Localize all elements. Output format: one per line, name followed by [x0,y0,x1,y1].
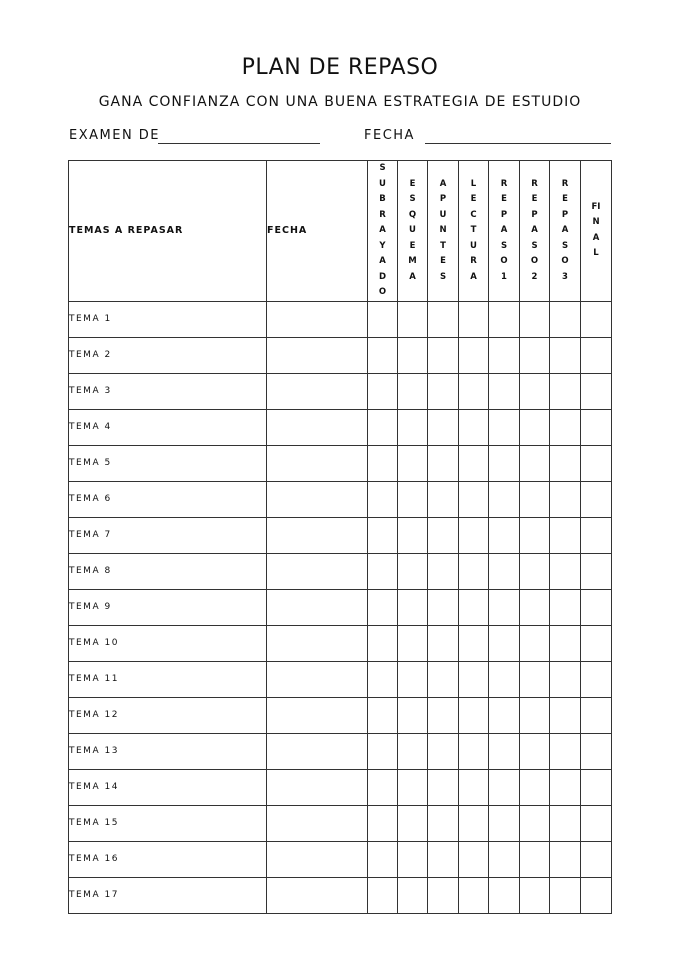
date-cell[interactable] [267,877,368,913]
checkbox-cell[interactable] [520,589,550,625]
header-step-label: LECTURA [470,178,477,282]
checkbox-cell[interactable] [459,625,489,661]
date-cell[interactable] [267,373,368,409]
checkbox-cell[interactable] [550,841,581,877]
date-cell[interactable] [267,733,368,769]
checkbox-cell[interactable] [520,301,550,337]
table-row [69,625,612,661]
table-row [69,301,612,337]
page-subtitle: GANA CONFIANZA CON UNA BUENA ESTRATEGIA DE ESTUDIO [98,94,582,110]
checkbox-cell[interactable] [368,769,398,805]
checkbox-cell[interactable] [550,337,581,373]
checkbox-cell[interactable] [520,805,550,841]
table-row [69,553,612,589]
topic-cell: TEMA 15 [69,805,267,841]
table-row [69,877,612,913]
checkbox-cell[interactable] [428,733,459,769]
checkbox-cell[interactable] [581,409,612,445]
checkbox-cell[interactable] [398,553,428,589]
checkbox-cell[interactable] [520,625,550,661]
checkbox-cell[interactable] [459,877,489,913]
checkbox-cell[interactable] [489,733,520,769]
checkbox-cell[interactable] [550,517,581,553]
checkbox-cell[interactable] [368,553,398,589]
checkbox-cell[interactable] [368,481,398,517]
topic-cell: TEMA 5 [69,445,267,481]
header-step-label: REPASO3 [561,178,569,282]
checkbox-cell[interactable] [459,841,489,877]
checkbox-cell[interactable] [550,589,581,625]
page-title: PLAN DE REPASO [241,55,439,80]
table-header-row [69,161,612,302]
table-row [69,661,612,697]
checkbox-cell[interactable] [398,373,428,409]
topic-cell: TEMA 11 [69,661,267,697]
checkbox-cell[interactable] [368,661,398,697]
header-step-label: ESQUEMA [408,178,417,282]
date-cell[interactable] [267,553,368,589]
exam-field-line[interactable] [158,143,320,144]
checkbox-cell[interactable] [489,373,520,409]
checkbox-cell[interactable] [581,589,612,625]
checkbox-cell[interactable] [398,697,428,733]
topic-cell: TEMA 16 [69,841,267,877]
checkbox-cell[interactable] [368,373,398,409]
checkbox-cell[interactable] [368,445,398,481]
checkbox-cell[interactable] [489,697,520,733]
checkbox-cell[interactable] [459,661,489,697]
date-cell[interactable] [267,409,368,445]
header-step [398,161,428,302]
checkbox-cell[interactable] [398,877,428,913]
date-cell[interactable] [267,337,368,373]
checkbox-cell[interactable] [428,769,459,805]
checkbox-cell[interactable] [368,301,398,337]
checkbox-cell[interactable] [489,517,520,553]
checkbox-cell[interactable] [428,445,459,481]
checkbox-cell[interactable] [428,337,459,373]
checkbox-cell[interactable] [581,697,612,733]
checkbox-cell[interactable] [398,445,428,481]
checkbox-cell[interactable] [489,589,520,625]
date-cell[interactable] [267,661,368,697]
checkbox-cell[interactable] [550,661,581,697]
checkbox-cell[interactable] [428,805,459,841]
checkbox-cell[interactable] [398,733,428,769]
checkbox-cell[interactable] [581,517,612,553]
date-cell[interactable] [267,481,368,517]
topic-cell: TEMA 13 [69,733,267,769]
checkbox-cell[interactable] [489,337,520,373]
checkbox-cell[interactable] [459,805,489,841]
checkbox-cell[interactable] [398,805,428,841]
checkbox-cell[interactable] [398,841,428,877]
checkbox-cell[interactable] [489,409,520,445]
checkbox-cell[interactable] [459,409,489,445]
checkbox-cell[interactable] [398,589,428,625]
topic-cell: TEMA 10 [69,625,267,661]
table-row [69,589,612,625]
date-cell[interactable] [267,805,368,841]
checkbox-cell[interactable] [489,841,520,877]
checkbox-cell[interactable] [459,445,489,481]
topic-cell: TEMA 1 [69,301,267,337]
checkbox-cell[interactable] [368,517,398,553]
topic-cell: TEMA 8 [69,553,267,589]
date-cell[interactable] [267,301,368,337]
checkbox-cell[interactable] [459,733,489,769]
checkbox-cell[interactable] [368,841,398,877]
topic-cell: TEMA 2 [69,337,267,373]
header-step-label: FINAL [591,201,601,259]
checkbox-cell[interactable] [489,445,520,481]
table-row [69,697,612,733]
topic-cell: TEMA 4 [69,409,267,445]
review-plan-table [68,160,612,914]
topic-cell: TEMA 7 [69,517,267,553]
table-row [69,733,612,769]
checkbox-cell[interactable] [550,409,581,445]
header-step-label: SUBRAYADO [378,163,387,297]
table-body [69,301,612,913]
checkbox-cell[interactable] [368,733,398,769]
checkbox-cell[interactable] [489,661,520,697]
table-row [69,805,612,841]
topic-cell: TEMA 6 [69,481,267,517]
checkbox-cell[interactable] [520,553,550,589]
header-step [428,161,459,302]
checkbox-cell[interactable] [520,769,550,805]
checkbox-cell[interactable] [550,301,581,337]
checkbox-cell[interactable] [428,661,459,697]
exam-info-row [69,127,611,147]
checkbox-cell[interactable] [550,373,581,409]
date-cell[interactable] [267,769,368,805]
checkbox-cell[interactable] [489,877,520,913]
checkbox-cell[interactable] [428,373,459,409]
checkbox-cell[interactable] [520,409,550,445]
header-step [581,161,612,302]
checkbox-cell[interactable] [489,553,520,589]
checkbox-cell[interactable] [520,697,550,733]
topic-cell: TEMA 3 [69,373,267,409]
checkbox-cell[interactable] [398,337,428,373]
checkbox-cell[interactable] [520,373,550,409]
checkbox-cell[interactable] [550,805,581,841]
checkbox-cell[interactable] [550,553,581,589]
checkbox-cell[interactable] [520,661,550,697]
checkbox-cell[interactable] [368,337,398,373]
checkbox-cell[interactable] [428,589,459,625]
checkbox-cell[interactable] [459,301,489,337]
checkbox-cell[interactable] [489,805,520,841]
checkbox-cell[interactable] [550,733,581,769]
checkbox-cell[interactable] [428,517,459,553]
date-cell[interactable] [267,517,368,553]
checkbox-cell[interactable] [581,625,612,661]
checkbox-cell[interactable] [520,481,550,517]
checkbox-cell[interactable] [428,409,459,445]
checkbox-cell[interactable] [520,445,550,481]
checkbox-cell[interactable] [581,481,612,517]
checkbox-cell[interactable] [428,553,459,589]
table-row [69,769,612,805]
checkbox-cell[interactable] [398,769,428,805]
checkbox-cell[interactable] [398,625,428,661]
checkbox-cell[interactable] [459,553,489,589]
header-date: FECHA [267,161,368,302]
checkbox-cell[interactable] [428,481,459,517]
topic-cell: TEMA 14 [69,769,267,805]
header-step [368,161,398,302]
topic-cell: TEMA 17 [69,877,267,913]
table-row [69,841,612,877]
checkbox-cell[interactable] [489,301,520,337]
table-row [69,517,612,553]
checkbox-cell[interactable] [581,805,612,841]
checkbox-cell[interactable] [581,553,612,589]
checkbox-cell[interactable] [581,769,612,805]
checkbox-cell[interactable] [581,661,612,697]
checkbox-cell[interactable] [520,337,550,373]
header-topics: TEMAS A REPASAR [69,161,267,302]
checkbox-cell[interactable] [459,769,489,805]
checkbox-cell[interactable] [428,625,459,661]
checkbox-cell[interactable] [581,445,612,481]
checkbox-cell[interactable] [368,589,398,625]
checkbox-cell[interactable] [520,877,550,913]
table-row [69,481,612,517]
date-label: FECHA [364,128,415,143]
checkbox-cell[interactable] [581,337,612,373]
checkbox-cell[interactable] [459,481,489,517]
topic-cell: TEMA 12 [69,697,267,733]
table-row [69,337,612,373]
checkbox-cell[interactable] [459,373,489,409]
date-cell[interactable] [267,697,368,733]
checkbox-cell[interactable] [550,625,581,661]
checkbox-cell[interactable] [581,301,612,337]
checkbox-cell[interactable] [428,301,459,337]
checkbox-cell[interactable] [550,769,581,805]
checkbox-cell[interactable] [459,697,489,733]
header-step-label: REPASO2 [530,178,539,282]
header-step-label: APUNTES [439,178,447,282]
header-step [520,161,550,302]
checkbox-cell[interactable] [398,481,428,517]
checkbox-cell[interactable] [428,877,459,913]
header-step [459,161,489,302]
checkbox-cell[interactable] [428,841,459,877]
table-row [69,373,612,409]
checkbox-cell[interactable] [459,337,489,373]
checkbox-cell[interactable] [489,481,520,517]
table-row [69,445,612,481]
checkbox-cell[interactable] [368,697,398,733]
checkbox-cell[interactable] [520,733,550,769]
checkbox-cell[interactable] [581,877,612,913]
date-cell[interactable] [267,589,368,625]
checkbox-cell[interactable] [368,877,398,913]
checkbox-cell[interactable] [428,697,459,733]
header-step-label: REPASO1 [500,178,508,282]
date-cell[interactable] [267,625,368,661]
checkbox-cell[interactable] [550,481,581,517]
checkbox-cell[interactable] [398,301,428,337]
header-step [489,161,520,302]
checkbox-cell[interactable] [398,409,428,445]
checkbox-cell[interactable] [489,769,520,805]
checkbox-cell[interactable] [520,517,550,553]
date-cell[interactable] [267,445,368,481]
topic-cell: TEMA 9 [69,589,267,625]
checkbox-cell[interactable] [368,409,398,445]
checkbox-cell[interactable] [368,805,398,841]
date-field-line[interactable] [425,143,611,144]
checkbox-cell[interactable] [550,445,581,481]
checkbox-cell[interactable] [459,589,489,625]
exam-label: EXAMEN DE [69,128,161,143]
checkbox-cell[interactable] [368,625,398,661]
header-step [550,161,581,302]
checkbox-cell[interactable] [398,661,428,697]
checkbox-cell[interactable] [520,841,550,877]
checkbox-cell[interactable] [459,517,489,553]
checkbox-cell[interactable] [581,733,612,769]
date-cell[interactable] [267,841,368,877]
checkbox-cell[interactable] [489,625,520,661]
checkbox-cell[interactable] [581,841,612,877]
checkbox-cell[interactable] [581,373,612,409]
checkbox-cell[interactable] [398,517,428,553]
checkbox-cell[interactable] [550,877,581,913]
checkbox-cell[interactable] [550,697,581,733]
table-row [69,409,612,445]
